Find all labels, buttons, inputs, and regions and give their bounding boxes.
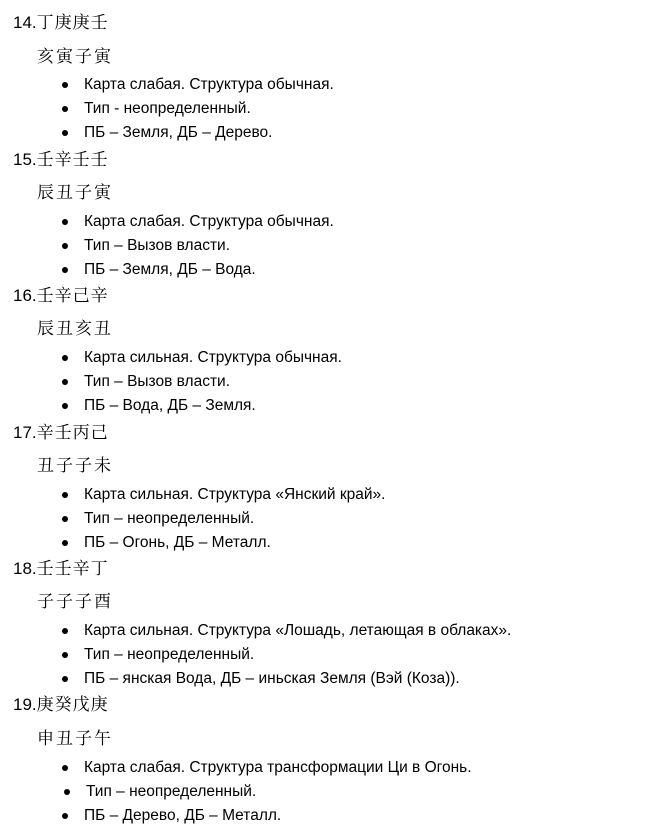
list-item-text: Тип – Вызов власти. <box>84 237 231 254</box>
list-item-text: ПБ – Земля, ДБ – Вода. <box>84 261 256 278</box>
entry-heading <box>13 149 109 171</box>
bullet-dot <box>62 130 68 136</box>
list-item-text: Карта сильная. Структура «Лошадь, летающая в облаках». <box>84 622 512 639</box>
bullet-dot <box>62 516 68 522</box>
list-item-text: ПБ – Вода, ДБ – Земля. <box>84 397 256 414</box>
list-item-text: ПБ – янская Вода, ДБ – иньская Земля (Вэй (Коза)). <box>84 670 460 687</box>
bullet-dot <box>62 243 68 249</box>
entry-pillars: 庚癸戊庚 <box>36 695 109 714</box>
entry-heading <box>13 558 109 580</box>
entry-heading <box>13 285 109 307</box>
bullet-dot <box>62 403 68 409</box>
list-item-text: ПБ – Дерево, ДБ – Металл. <box>84 807 282 824</box>
entry-pillars: 壬辛壬壬 <box>36 150 109 169</box>
entry-pillars: 丁庚庚壬 <box>36 13 109 32</box>
list-item-text: Карта сильная. Структура «Янский край». <box>84 486 386 503</box>
bullet-dot <box>62 628 68 634</box>
entry-pillars: 壬壬辛丁 <box>36 559 109 578</box>
bullet-dot <box>62 676 68 682</box>
bullet-dot <box>62 267 68 273</box>
entry-branches: 辰丑亥丑 <box>37 319 113 338</box>
bullet-dot <box>62 355 68 361</box>
entry-number: 16. <box>13 286 37 305</box>
entry-branches: 丑子子未 <box>37 456 113 475</box>
list-item-text: ПБ – Огонь, ДБ – Металл. <box>84 534 271 551</box>
list-item-text: Карта слабая. Структура трансформации Ци в Огонь. <box>84 759 472 776</box>
entry-branches: 申丑子午 <box>37 729 113 748</box>
list-item-text: Карта сильная. Структура обычная. <box>84 349 342 366</box>
entry-heading <box>13 694 109 716</box>
entry-branches: 子子子酉 <box>37 592 113 611</box>
entry-number: 19. <box>13 695 37 714</box>
list-item-text: Тип – неопределенный. <box>86 783 257 800</box>
entry-pillars: 辛壬丙己 <box>36 423 109 442</box>
entry-branches: 辰丑子寅 <box>37 183 113 202</box>
bullet-dot <box>62 82 68 88</box>
bullet-dot <box>62 219 68 225</box>
list-item-text: Карта слабая. Структура обычная. <box>84 76 334 93</box>
list-item-text: Тип - неопределенный. <box>84 100 251 117</box>
list-item-text: Тип – неопределенный. <box>84 510 255 527</box>
entry-heading <box>13 422 109 444</box>
bullet-dot <box>62 492 68 498</box>
bullet-dot <box>62 106 68 112</box>
list-item-text: Тип – Вызов власти. <box>84 373 231 390</box>
list-item-text: ПБ – Земля, ДБ – Дерево. <box>84 124 273 141</box>
bullet-dot <box>62 765 68 771</box>
entry-number: 14. <box>13 13 37 32</box>
entry-number: 15. <box>13 150 37 169</box>
bullet-dot <box>62 540 68 546</box>
bullet-dot <box>64 789 70 795</box>
entry-number: 17. <box>13 423 37 442</box>
list-item-text: Карта слабая. Структура обычная. <box>84 213 334 230</box>
list-item-text: Тип – неопределенный. <box>84 646 255 663</box>
entry-heading <box>13 12 109 34</box>
entry-branches: 亥寅子寅 <box>37 47 113 66</box>
bullet-dot <box>62 379 68 385</box>
bullet-dot <box>62 652 68 658</box>
bullet-dot <box>62 813 68 819</box>
entry-number: 18. <box>13 559 37 578</box>
entry-pillars: 壬辛己辛 <box>36 286 109 305</box>
